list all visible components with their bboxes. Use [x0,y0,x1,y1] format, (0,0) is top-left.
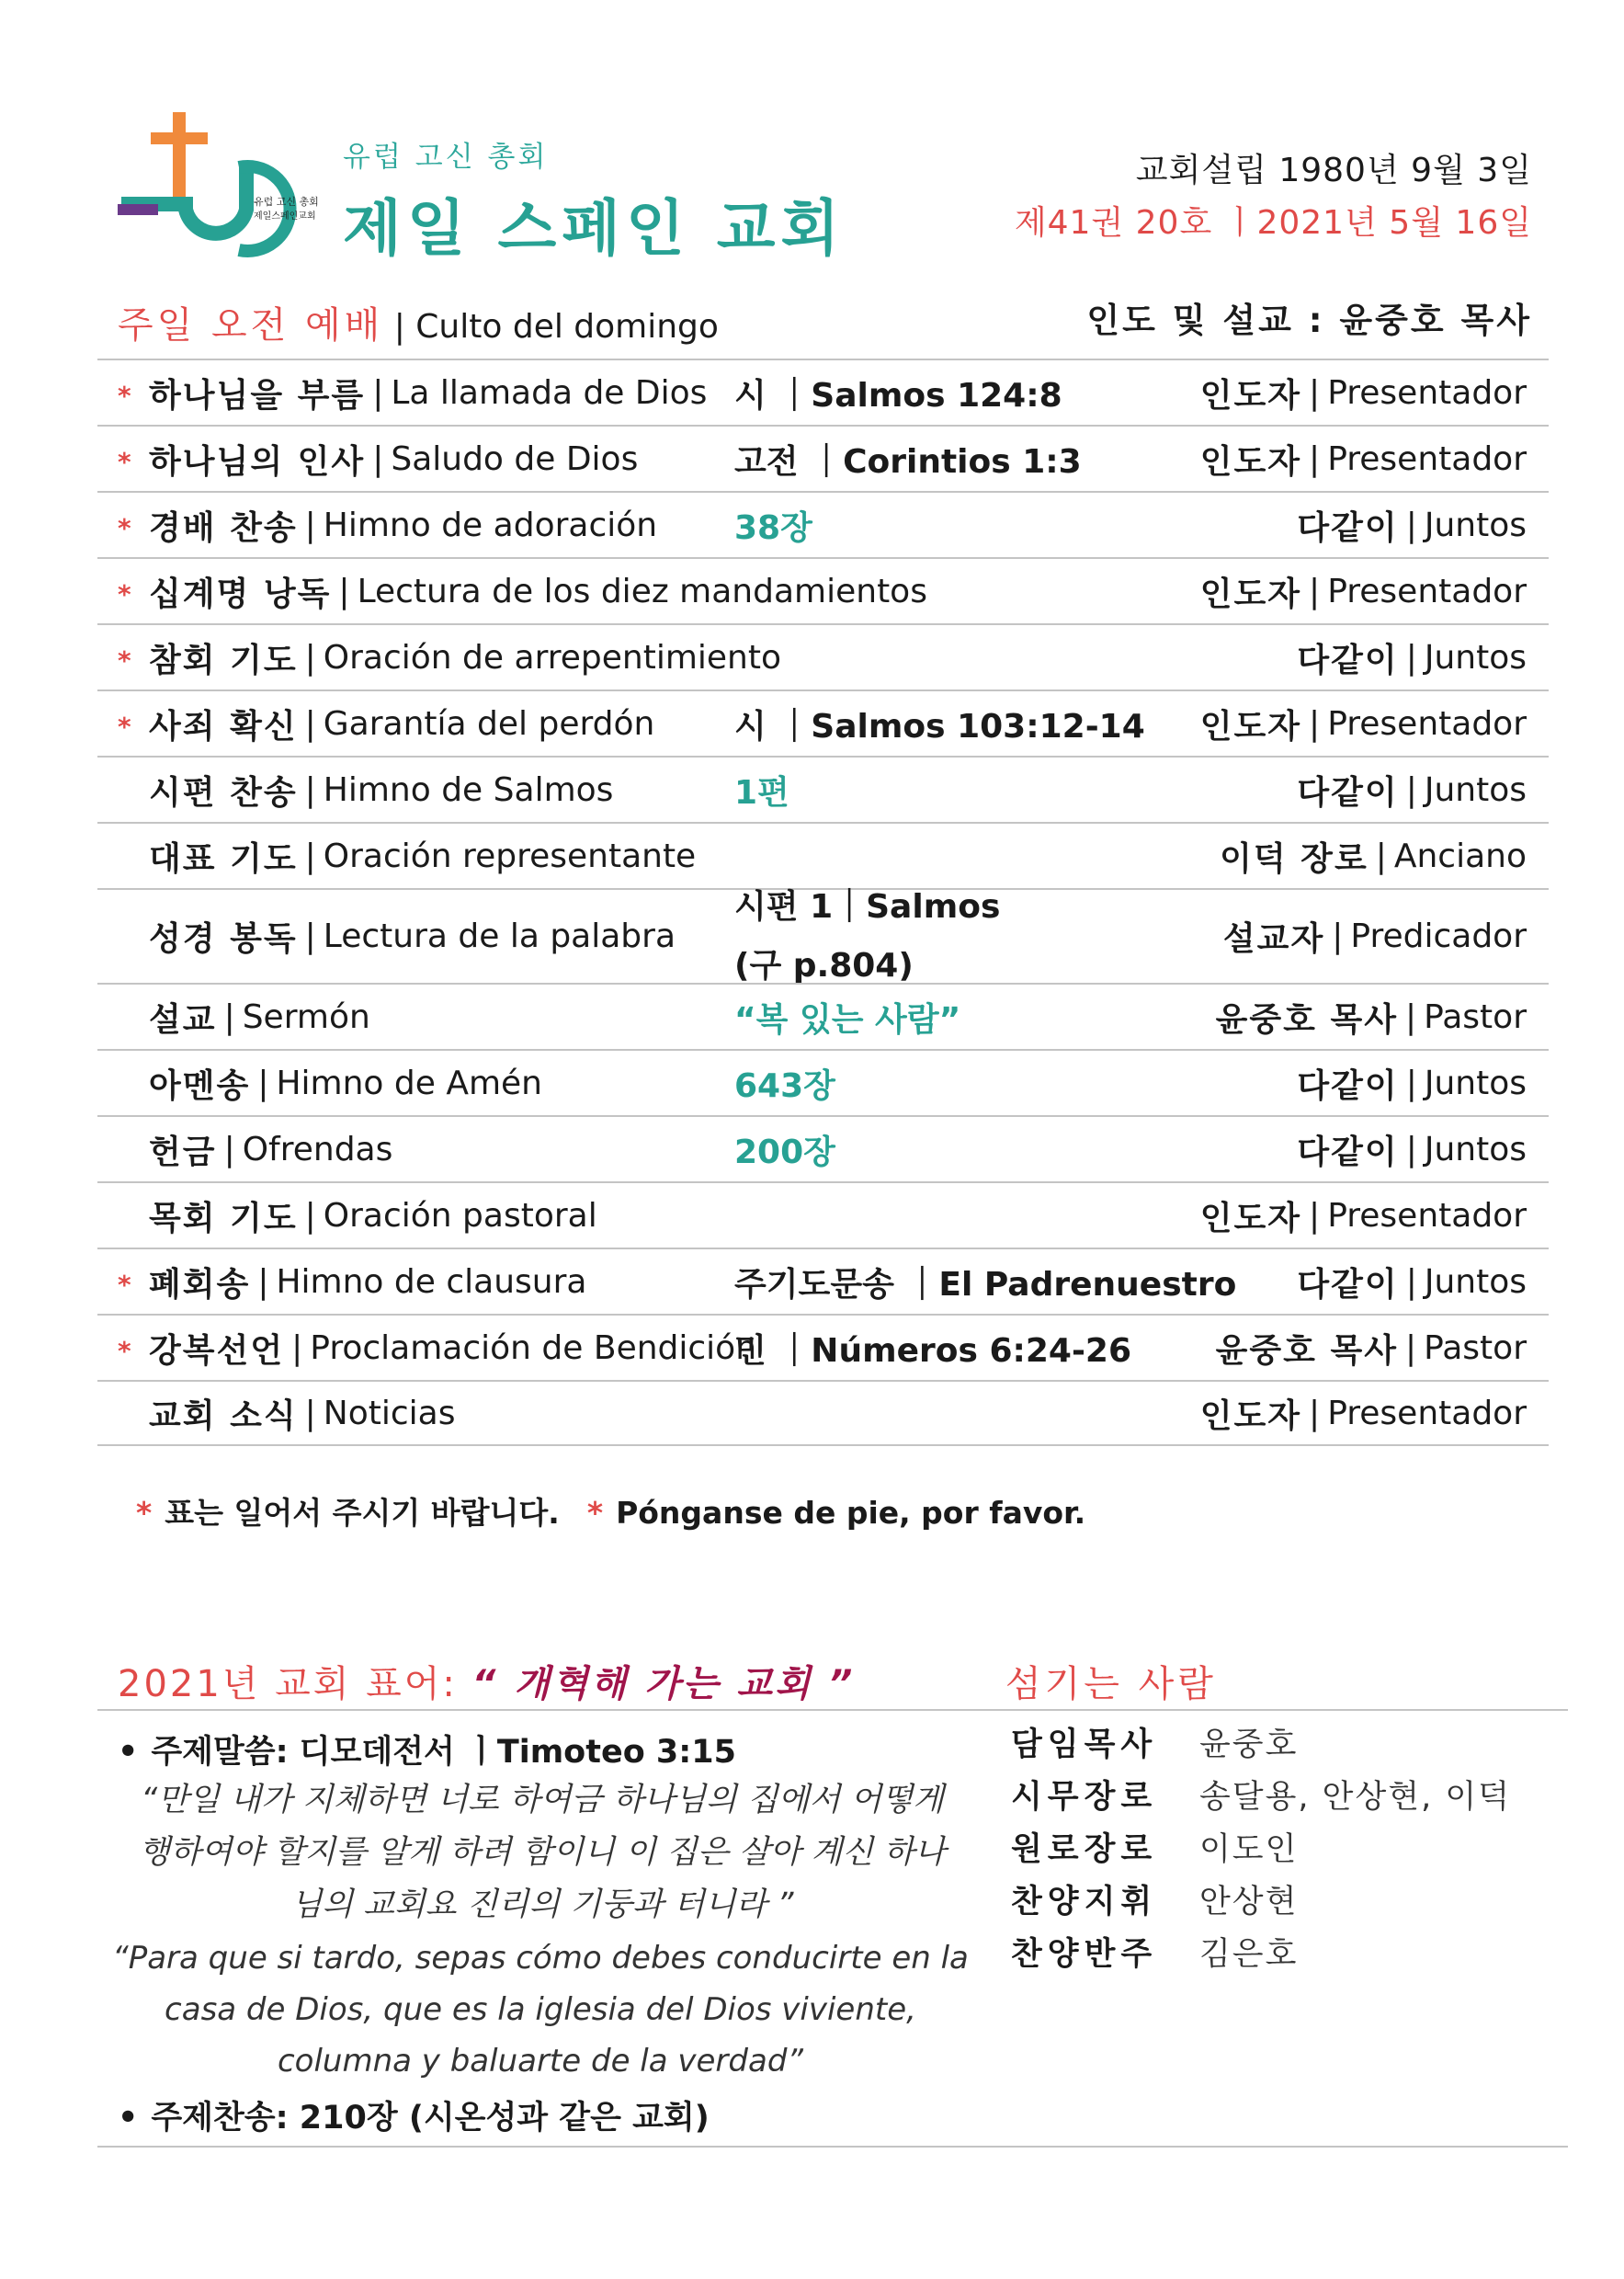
role-ko: 다같이 [1297,1133,1399,1171]
reference-text: 시 ｜Salmos 103:12-14 [734,707,1145,746]
role-es: Anciano [1393,837,1527,875]
order-item-name: 폐회송 | Himno de clausura [149,1249,586,1314]
role-ko: 윤중호 목사 [1215,1000,1398,1039]
reference-text: “복 있는 사람” [734,1000,961,1039]
order-item-role: 인도자 | Presentador [1200,1183,1527,1248]
reference-text: 200장 [734,1133,835,1171]
order-item-name: 십계명 낭독 | Lectura de los diez mandamientos [149,559,927,623]
order-row [97,1115,1549,1181]
order-item-name: 설교 | Sermón [149,985,370,1049]
divider [97,1709,1568,1711]
order-item-es: Oración de arrepentimiento [323,638,781,677]
order-of-worship [97,359,1549,1446]
order-item-reference [734,1249,1236,1314]
order-item-ko: 하나님을 부름 [149,376,366,415]
order-row [97,756,1549,822]
order-item-es: Noticias [323,1394,456,1432]
order-item-reference [734,691,1145,756]
role-ko: 다같이 [1297,773,1399,812]
order-item-es: Garantía del perdón [323,704,655,743]
order-item-role: 다같이 | Juntos [1297,1249,1527,1314]
role-es: Juntos [1424,506,1527,544]
order-item-ko: 폐회송 [149,1265,251,1304]
order-item-name: 강복선언 | Proclamación de Bendición [149,1316,756,1380]
role-ko: 다같이 [1297,508,1399,547]
order-item-es: Oración representante [323,837,697,875]
church-name: 제일 스페인 교회 [343,193,846,264]
servant-names: 이도인 [1199,1830,1299,1868]
order-item-ko: 목회 기도 [149,1199,298,1237]
order-item-ko: 아멘송 [149,1066,251,1105]
standing-star-es: * [586,1495,604,1531]
role-ko: 다같이 [1297,1066,1399,1105]
order-item-name: 성경 봉독 | Lectura de la palabra [149,890,676,983]
order-item-reference [734,360,1062,425]
order-item-es: Oración pastoral [323,1196,597,1235]
reference-text: 민 ｜Números 6:24-26 [734,1331,1132,1370]
order-row [97,888,1549,983]
order-row [97,557,1549,623]
order-row [97,1314,1549,1380]
order-item-role: 다같이 | Juntos [1297,625,1527,689]
order-item-reference [734,1316,1131,1380]
theme-verse-label [118,1726,736,1772]
role-ko: 인도자 [1199,376,1302,415]
order-item-es: Lectura de la palabra [323,917,676,955]
reference-page: (구 p.804) [734,946,914,985]
role-es: Juntos [1424,1130,1527,1168]
order-item-name: 아멘송 | Himno de Amén [149,1051,542,1115]
order-item-ko: 시편 찬송 [149,773,298,812]
worship-title-ko: 주일 오전 예배 [118,304,384,347]
order-item-role: 인도자 | Presentador [1200,1382,1527,1444]
role-ko: 인도자 [1199,442,1302,481]
order-item-role: 다같이 | Juntos [1297,493,1527,557]
issue-info: 제41권 20호 ㅣ2021년 5월 16일 [1014,204,1532,242]
role-es: Pastor [1424,997,1527,1036]
established-date: 교회설립 1980년 9월 3일 [1135,152,1532,189]
order-item-ko: 하나님의 인사 [149,442,366,481]
order-row [97,359,1549,425]
order-item-reference [734,1051,835,1115]
standing-note [136,1489,1085,1533]
order-item-reference [734,887,1001,985]
stand-star: * [118,513,131,543]
worship-leader: 인도 및 설교 : 윤중호 목사 [1086,301,1532,340]
order-item-role: 이덕 장로 | Anciano [1220,824,1527,888]
role-es: Pastor [1424,1328,1527,1367]
order-row [97,689,1549,756]
synod-name: 유럽 고신 총회 [343,141,549,174]
role-es: Presentador [1327,373,1527,412]
servant-role: 찬양지휘 [1011,1883,1158,1920]
servant-role: 찬양반주 [1011,1935,1158,1973]
order-row [97,425,1549,491]
theme-hymn-text: 주제찬송: 210장 (시온성과 같은 교회) [151,2100,710,2137]
bullet: • [118,2100,139,2137]
reference-text: 1편 [734,773,789,812]
role-es: Presentador [1327,1394,1527,1432]
role-es: Juntos [1424,1064,1527,1102]
reference-text: 고전 ｜Corintios 1:3 [734,442,1082,481]
order-item-name: 참회 기도 | Oración de arrepentimiento [149,625,781,689]
role-ko: 인도자 [1199,575,1302,613]
order-row [97,1181,1549,1248]
role-es: Juntos [1424,770,1527,809]
church-logo [118,112,319,264]
theme-hymn [118,2092,710,2138]
role-ko: 인도자 [1199,1199,1302,1237]
logo-graphic [118,112,319,264]
order-item-es: Himno de adoración [323,506,658,544]
order-item-reference [734,493,812,557]
order-item-reference [734,985,960,1049]
motto-quote: “ 개혁해 가는 교회 ” [471,1663,856,1705]
role-es: Juntos [1424,638,1527,677]
role-es: Presentador [1327,704,1527,743]
role-es: Presentador [1327,439,1527,478]
servant-role: 담임목사 [1011,1726,1158,1763]
logo-text-1: 유럽 고신 총회 [254,196,319,208]
role-es: Juntos [1424,1262,1527,1301]
order-item-role: 인도자 | Presentador [1200,360,1527,425]
worship-title: 주일 오전 예배 | Culto del domingo [118,304,719,347]
order-row [97,1248,1549,1314]
motto-label: 2021년 교회 표어: [118,1663,458,1705]
servants-title: 섬기는 사람 [1005,1663,1217,1705]
servant-row [1011,1768,1511,1820]
order-item-role: 다같이 | Juntos [1297,1117,1527,1181]
order-item-reference [734,427,1082,491]
reference-text: 시 ｜Salmos 124:8 [734,376,1062,415]
order-item-reference [734,1117,835,1181]
order-item-es: Sermón [242,997,370,1036]
servant-row [1011,1925,1511,1977]
order-item-es: Himno de Salmos [323,770,614,809]
order-item-es: Himno de Amén [276,1064,542,1102]
servant-names: 김은호 [1199,1935,1299,1973]
servant-names: 윤중호 [1199,1726,1299,1763]
order-row [97,1049,1549,1115]
divider [97,2146,1568,2148]
order-item-name: 하나님의 인사 | Saludo de Dios [149,427,638,491]
order-item-ko: 사죄 확신 [149,707,298,746]
order-item-name: 교회 소식 | Noticias [149,1382,455,1444]
order-item-ko: 교회 소식 [149,1396,298,1435]
order-item-name: 헌금 | Ofrendas [149,1117,392,1181]
order-item-ko: 설교 [149,1000,217,1039]
role-ko: 다같이 [1297,1265,1399,1304]
order-item-name: 경배 찬송 | Himno de adoración [149,493,657,557]
order-item-ko: 참회 기도 [149,641,298,679]
role-es: Presentador [1327,572,1527,610]
stand-star: * [118,712,131,742]
order-item-name: 목회 기도 | Oración pastoral [149,1183,597,1248]
order-item-role: 윤중호 목사 | Pastor [1216,1316,1527,1380]
servant-role: 원로장로 [1011,1830,1158,1868]
order-item-ko: 십계명 낭독 [149,575,332,613]
worship-title-es: Culto del domingo [415,308,719,346]
standing-note-ko: 표는 일어서 주시기 바랍니다. [165,1495,560,1531]
order-item-ko: 강복선언 [149,1331,285,1370]
order-item-role: 다같이 | Juntos [1297,1051,1527,1115]
order-item-es: Saludo de Dios [391,439,639,478]
order-item-name: 사죄 확신 | Garantía del perdón [149,691,654,756]
order-item-role: 인도자 | Presentador [1200,559,1527,623]
order-item-reference [734,758,789,822]
reference-text: 시편 1｜Salmos [734,887,1001,926]
stand-star: * [118,381,131,411]
order-item-role: 윤중호 목사 | Pastor [1216,985,1527,1049]
order-item-role: 설교자 | Predicador [1223,890,1527,983]
servant-row [1011,1715,1511,1768]
order-item-ko: 대표 기도 [149,839,298,878]
standing-star: * [136,1495,153,1531]
role-ko: 설교자 [1222,920,1325,958]
order-item-ko: 경배 찬송 [149,508,298,547]
order-item-name: 하나님을 부름 | La llamada de Dios [149,360,707,425]
standing-note-es: Pónganse de pie, por favor. [616,1495,1086,1531]
stand-star: * [118,645,131,676]
order-row [97,491,1549,557]
theme-verse-ko: “만일 내가 지체하면 너로 하여금 하나님의 집에서 어떻게 행하여야 할지를 알게 하려 함이니 이 집은 살아 계신 하나님의 교회요 진리의 기둥과 터니라 ” [139,1782,946,1923]
order-item-ko: 성경 봉독 [149,920,298,958]
reference-text: 38장 [734,508,812,547]
servant-names: 안상현 [1199,1883,1299,1920]
reference-text: 643장 [734,1066,835,1105]
church-motto [118,1655,855,1707]
servant-row [1011,1820,1511,1873]
theme-verse-es: “Para que si tardo, sepas cómo debes conducirte en la casa de Dios, que es la iglesia del Dios viviente, columna y baluarte de la verdad” [112,1940,969,2080]
servant-names: 송달용, 안상현, 이덕 [1199,1778,1511,1816]
stand-star: * [118,447,131,477]
stand-star: * [118,1270,131,1300]
role-ko: 인도자 [1199,707,1302,746]
order-row [97,1380,1549,1446]
order-item-es: Lectura de los diez mandamientos [357,572,927,610]
order-item-ko: 헌금 [149,1133,217,1171]
reference-text: 주기도문송 ｜El Padrenuestro [734,1265,1237,1304]
servant-role: 시무장로 [1011,1778,1158,1816]
order-item-es: La llamada de Dios [391,373,708,412]
stand-star: * [118,579,131,610]
order-item-role: 다같이 | Juntos [1297,758,1527,822]
role-ko: 다같이 [1297,641,1399,679]
role-ko: 인도자 [1199,1396,1302,1435]
role-ko: 윤중호 목사 [1215,1331,1398,1370]
order-row [97,623,1549,689]
order-item-es: Himno de clausura [276,1262,587,1301]
stand-star: * [118,1336,131,1366]
order-item-es: Ofrendas [242,1130,393,1168]
theme-verse-ref: 주제말씀: 디모데전서 ㅣTimoteo 3:15 [151,1734,736,1771]
order-item-role: 인도자 | Presentador [1200,691,1527,756]
role-ko: 이덕 장로 [1220,839,1368,878]
order-item-role: 인도자 | Presentador [1200,427,1527,491]
order-item-name: 대표 기도 | Oración representante [149,824,696,888]
role-es: Presentador [1327,1196,1527,1235]
servants-list [1011,1715,1511,1977]
order-row [97,983,1549,1049]
servant-row [1011,1873,1511,1925]
order-item-es: Proclamación de Bendición [310,1328,757,1367]
role-es: Predicador [1350,917,1527,955]
bullet: • [118,1734,139,1771]
logo-text-2: 제일스페인교회 [254,211,316,222]
order-item-name: 시편 찬송 | Himno de Salmos [149,758,613,822]
